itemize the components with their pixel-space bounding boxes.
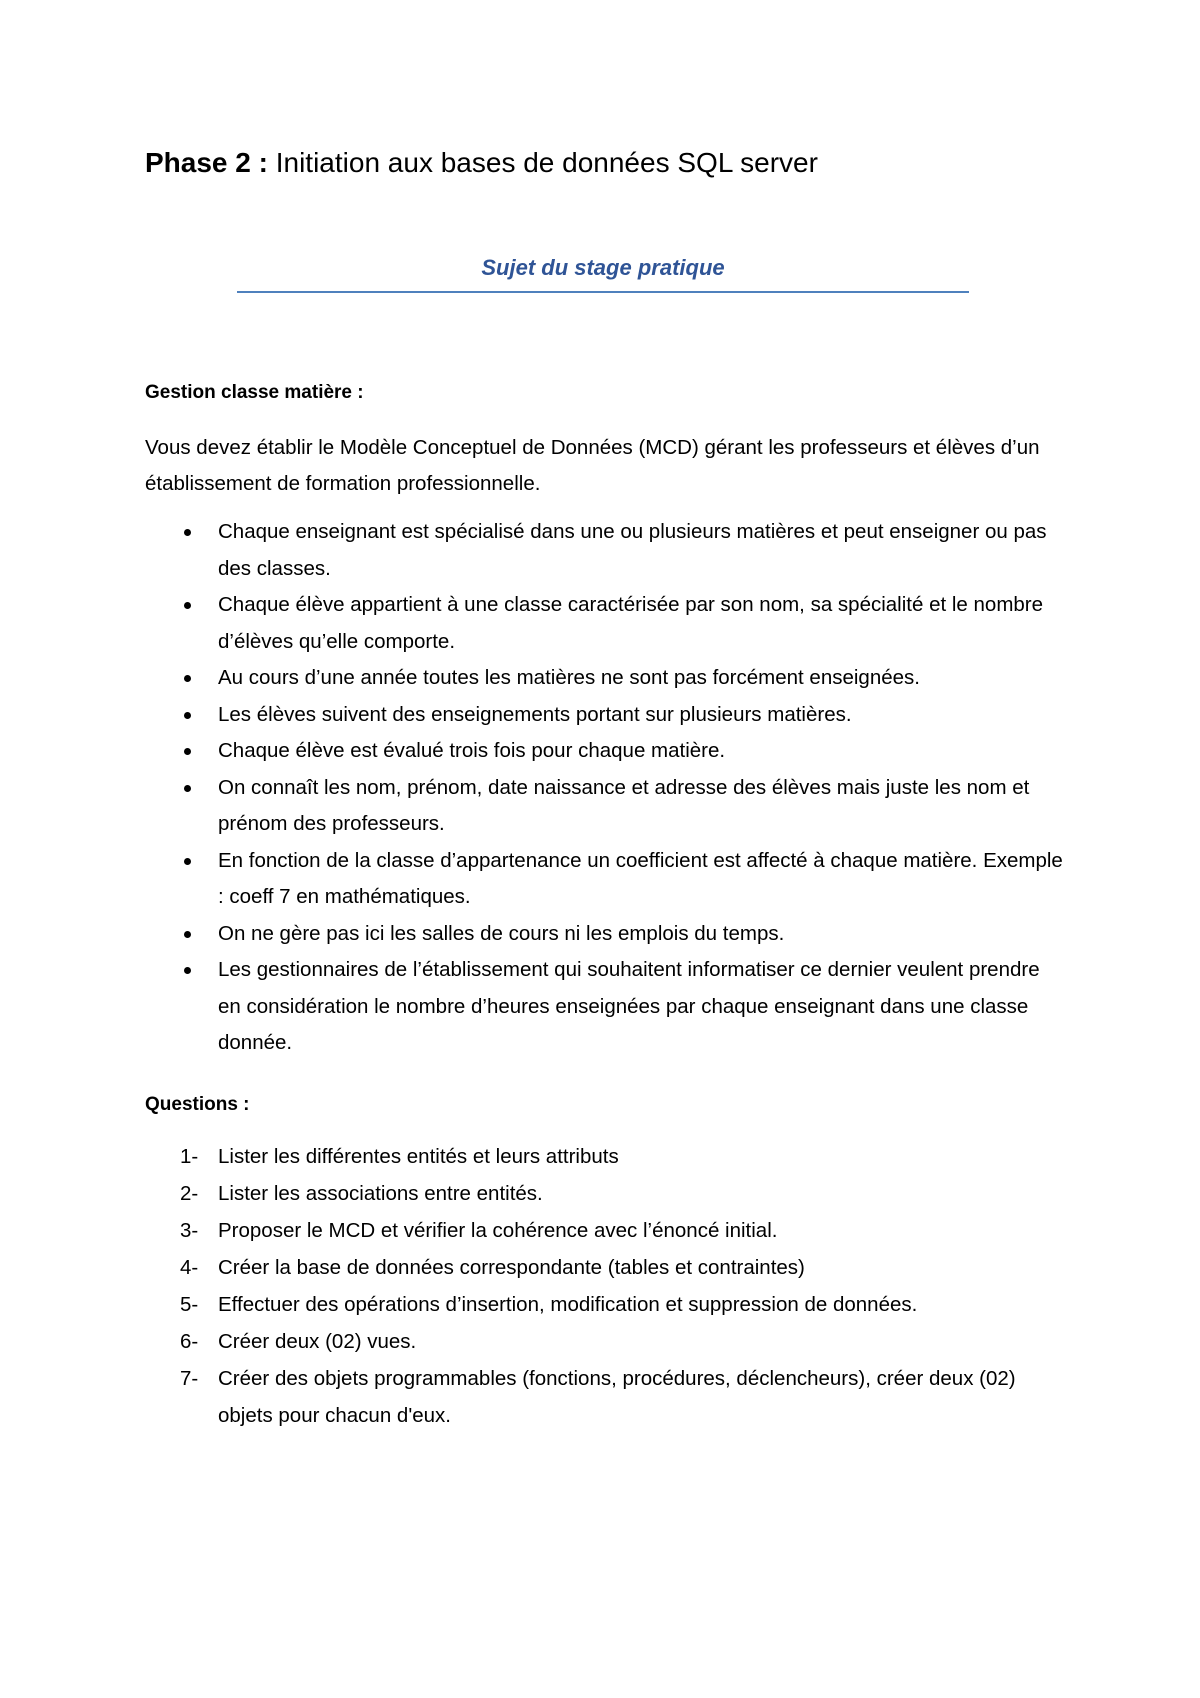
list-item-text: En fonction de la classe d’appartenance un coefficient est affecté à chaque matière. Exemple : coeff 7 en mathématiques. <box>218 848 1063 908</box>
question-number: 6- <box>180 1330 199 1353</box>
list-item <box>0 660 1068 697</box>
question-item <box>0 1286 1068 1323</box>
list-item-text: Les élèves suivent des enseignements portant sur plusieurs matières. <box>218 702 852 726</box>
list-item <box>0 733 1068 770</box>
list-item <box>0 916 1068 953</box>
bullet-icon <box>184 712 191 719</box>
question-item <box>0 1138 1068 1175</box>
question-text: Créer la base de données correspondante (tables et contraintes) <box>218 1256 805 1279</box>
intro-paragraph: Vous devez établir le Modèle Conceptuel de Données (MCD) gérant les professeurs et élèves d’un établissement de formation professionnelle. <box>145 436 1040 495</box>
list-item <box>0 697 1068 734</box>
bullet-icon <box>184 931 191 938</box>
question-number: 5- <box>180 1293 199 1316</box>
list-item <box>0 587 1068 660</box>
list-item-text: On connaît les nom, prénom, date naissance et adresse des élèves mais juste les nom et prénom des professeurs. <box>218 775 1030 835</box>
list-item-text: Au cours d’une année toutes les matières ne sont pas forcément enseignées. <box>218 666 920 689</box>
section-heading: Gestion classe matière : <box>145 382 364 403</box>
question-text: Lister les différentes entités et leurs attributs <box>218 1145 619 1168</box>
question-number: 2- <box>180 1182 199 1205</box>
subtitle-underline <box>237 291 969 293</box>
questions-heading: Questions : <box>145 1094 250 1115</box>
bullet-icon <box>184 748 191 755</box>
bullet-icon <box>184 529 191 536</box>
bullet-icon <box>184 785 191 792</box>
list-item <box>0 952 1068 1062</box>
question-text: Lister les associations entre entités. <box>218 1182 543 1205</box>
phase-title-text: Initiation aux bases de données SQL server <box>267 147 818 178</box>
question-number: 4- <box>180 1256 199 1279</box>
questions-list <box>0 1138 1200 1434</box>
question-text: Effectuer des opérations d’insertion, modification et suppression de données. <box>218 1293 918 1316</box>
requirements-list <box>0 514 1200 1062</box>
subtitle: Sujet du stage pratique <box>481 255 725 280</box>
phase-label: Phase 2 : <box>145 147 268 178</box>
list-item-text: Chaque enseignant est spécialisé dans une ou plusieurs matières et peut enseigner ou pas des classes. <box>218 520 1047 580</box>
list-item <box>0 514 1068 587</box>
question-text: Proposer le MCD et vérifier la cohérence avec l’énoncé initial. <box>218 1219 778 1242</box>
list-item-text: On ne gère pas ici les salles de cours ni les emplois du temps. <box>218 921 785 945</box>
bullet-icon <box>184 967 191 974</box>
question-item <box>0 1175 1068 1212</box>
list-item-text: Chaque élève appartient à une classe caractérisée par son nom, sa spécialité et le nombre d’élèves qu’elle comporte. <box>218 593 1044 653</box>
list-item-text: Chaque élève est évalué trois fois pour chaque matière. <box>218 739 726 762</box>
list-item-text: Les gestionnaires de l’établissement qui souhaitent informatiser ce dernier veulent prendre en considération le nombre d’heures enseignées par chaque enseignant dans une classe donnée. <box>218 958 1040 1054</box>
list-item <box>0 843 1068 916</box>
page-title <box>145 146 818 180</box>
question-number: 3- <box>180 1219 199 1242</box>
bullet-icon <box>184 675 191 682</box>
bullet-icon <box>184 858 191 865</box>
question-item <box>0 1360 1068 1434</box>
list-item <box>0 770 1068 843</box>
question-item <box>0 1249 1068 1286</box>
bullet-icon <box>184 602 191 609</box>
question-number: 7- <box>180 1367 199 1390</box>
question-item <box>0 1323 1068 1360</box>
question-number: 1- <box>180 1145 199 1168</box>
question-text: Créer deux (02) vues. <box>218 1330 417 1353</box>
question-text: Créer des objets programmables (fonctions, procédures, déclencheurs), créer deux (02) objets pour chacun d'eux. <box>218 1367 1016 1427</box>
question-item <box>0 1212 1068 1249</box>
